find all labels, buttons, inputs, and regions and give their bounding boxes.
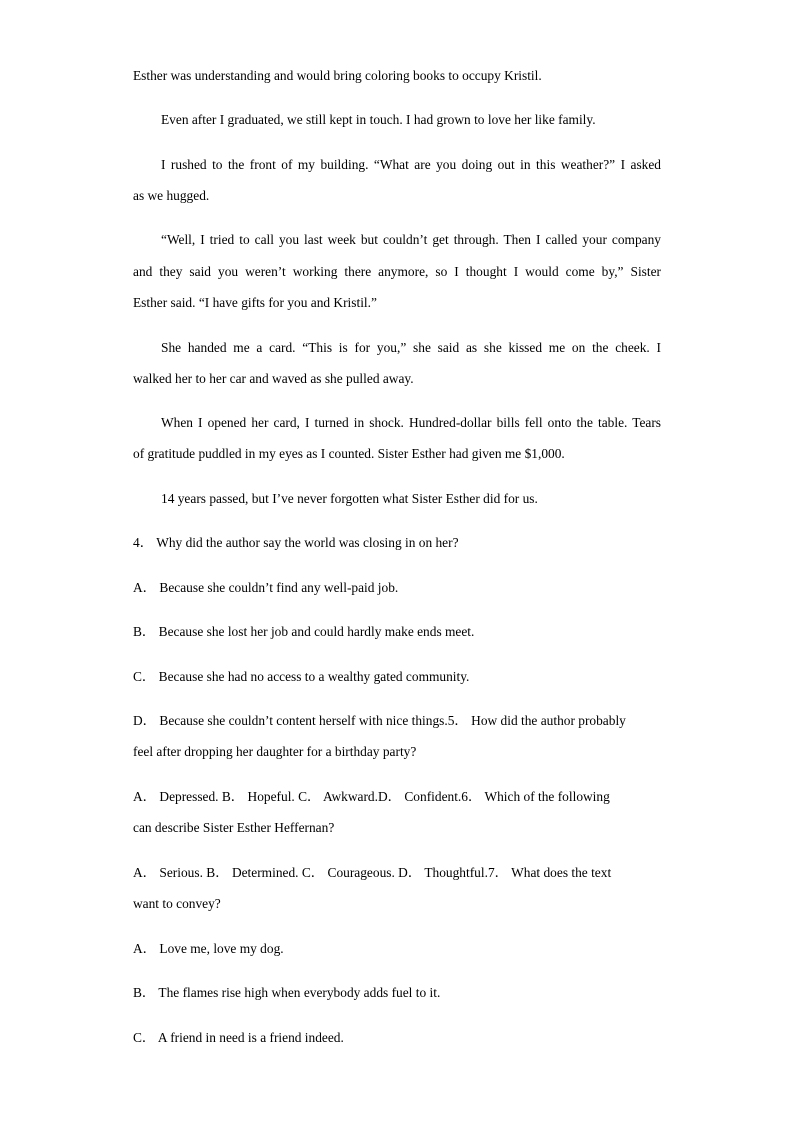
option-line: B． The flames rise high when everybody adds fuel to it.: [133, 985, 441, 1000]
passage-line: Esther said. “I have gifts for you and Kristil.”: [133, 295, 377, 310]
option-line: C． A friend in need is a friend indeed.: [133, 1030, 344, 1045]
passage-line: She handed me a card. “This is for you,” she said as she kissed me on the cheek. I: [161, 340, 661, 355]
passage-line: walked her to her car and waved as she pulled away.: [133, 371, 414, 386]
question-line: want to convey?: [133, 896, 221, 911]
question-line: 4． Why did the author say the world was closing in on her?: [133, 535, 459, 550]
option-line: D． Because she couldn’t content herself with nice things.5． How did the author probably: [133, 713, 626, 728]
option-line: A． Because she couldn’t find any well-paid job.: [133, 580, 399, 595]
passage-line: of gratitude puddled in my eyes as I counted. Sister Esther had given me $1,000.: [133, 446, 565, 461]
option-line: A． Depressed. B． Hopeful. C． Awkward.D． Confident.6． Which of the following: [133, 789, 610, 804]
passage-line: “Well, I tried to call you last week but couldn’t get through. Then I called your company: [161, 232, 661, 247]
passage-line: When I opened her card, I turned in shock. Hundred-dollar bills fell onto the table. Tears: [161, 415, 661, 430]
option-line: A． Serious. B． Determined. C． Courageous. D． Thoughtful.7． What does the text: [133, 865, 612, 880]
passage-line: as we hugged.: [133, 188, 210, 203]
option-line: C． Because she had no access to a wealthy gated community.: [133, 669, 470, 684]
passage-line: and they said you weren’t working there anymore, so I thought I would come by,” Sister: [133, 264, 661, 279]
question-line: can describe Sister Esther Heffernan?: [133, 820, 335, 835]
passage-line: 14 years passed, but I’ve never forgotten what Sister Esther did for us.: [161, 491, 538, 506]
passage-line: Esther was understanding and would bring coloring books to occupy Kristil.: [133, 68, 542, 83]
option-line: A． Love me, love my dog.: [133, 941, 284, 956]
passage-line: Even after I graduated, we still kept in touch. I had grown to love her like family.: [161, 112, 596, 127]
option-line: B． Because she lost her job and could hardly make ends meet.: [133, 624, 475, 639]
passage-line: I rushed to the front of my building. “What are you doing out in this weather?” I asked: [161, 157, 661, 172]
question-line: feel after dropping her daughter for a birthday party?: [133, 744, 417, 759]
